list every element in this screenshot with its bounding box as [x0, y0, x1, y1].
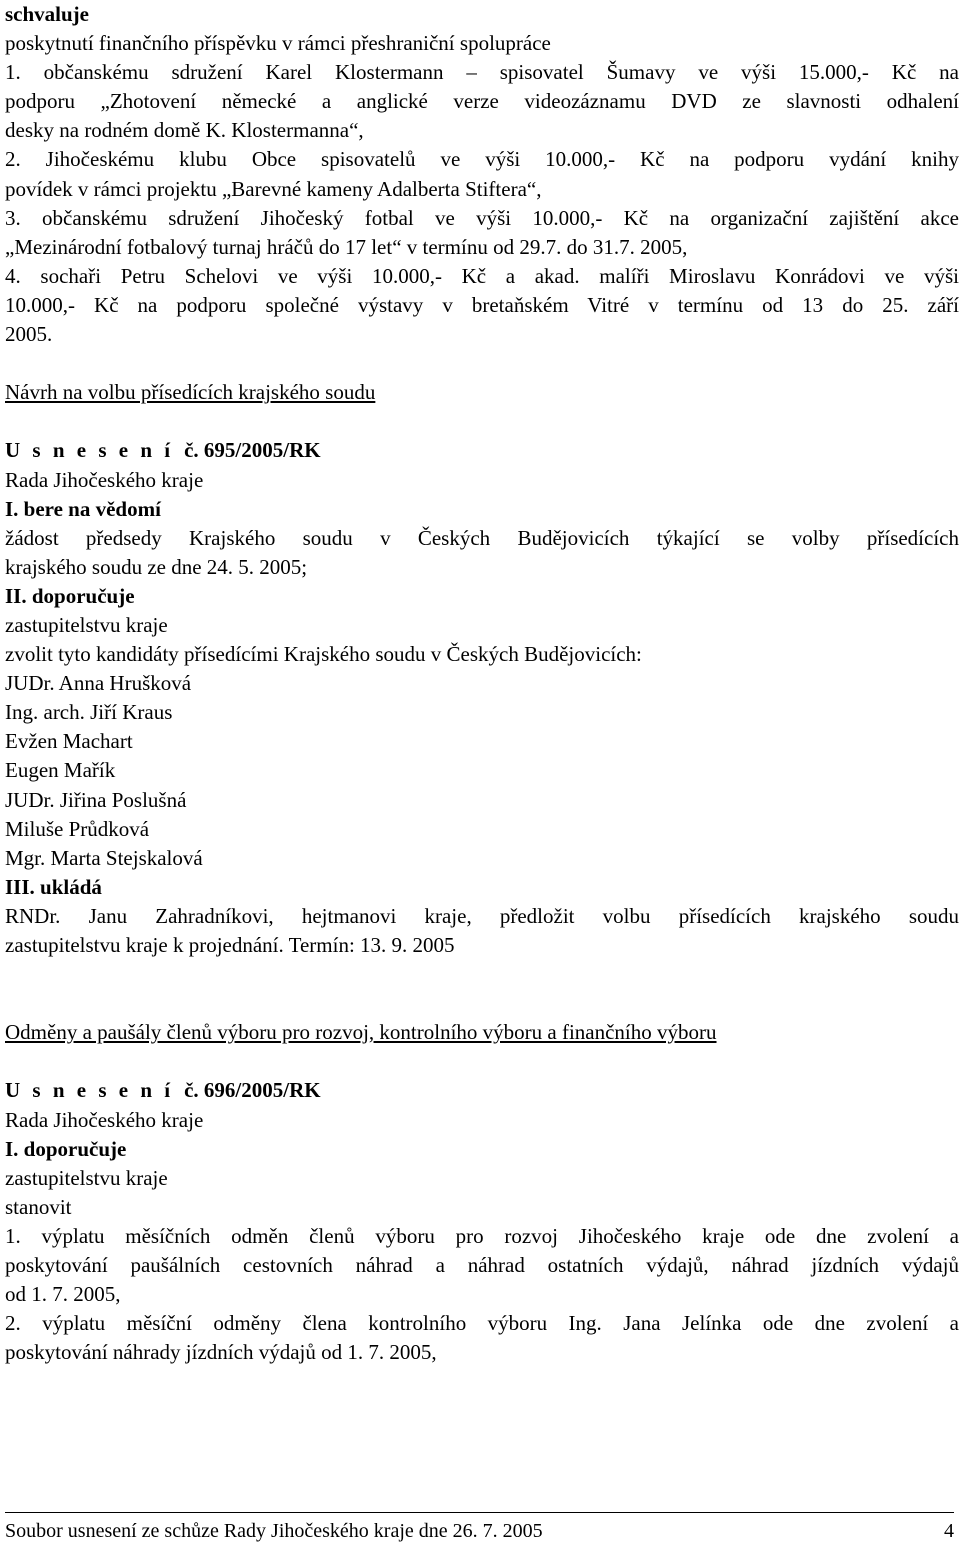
candidate-name: Evžen Machart	[5, 729, 133, 754]
candidate-name: Ing. arch. Jiří Kraus	[5, 700, 173, 725]
footer-text: Soubor usnesení ze schůze Rady Jihočeského kraje dne 26. 7. 2005	[5, 1520, 543, 1542]
resolution-number: č. 696/2005/RK	[184, 1078, 321, 1103]
candidate-name: Eugen Mařík	[5, 758, 116, 783]
paragraph-line: 2. Jihočeskému klubu Obce spisovatelů ve výši 10.000,- Kč na podporu vydání knihy	[5, 147, 959, 172]
section-title: Návrh na volbu přísedících krajského soudu	[5, 380, 376, 405]
resolution-body: Rada Jihočeského kraje	[5, 467, 204, 492]
resolution-heading	[5, 436, 959, 465]
item-heading: I. bere na vědomí	[5, 496, 161, 521]
paragraph-line: 1. výplatu měsíčních odměn členů výboru pro rozvoj Jihočeského kraje ode dne zvolení a	[5, 1223, 959, 1248]
resolution-number: č. 695/2005/RK	[184, 438, 321, 463]
candidate-name: JUDr. Jiřina Poslušná	[5, 787, 187, 812]
spacer	[5, 1047, 959, 1076]
paragraph-line: 4. sochaři Petru Schelovi ve výši 10.000,- Kč a akad. malíři Miroslavu Konrádovi ve výši	[5, 263, 959, 288]
item-heading: I. doporučuje	[5, 1136, 127, 1161]
spacer	[5, 349, 959, 378]
paragraph-line: zastupitelstvu kraje	[5, 1165, 168, 1190]
paragraph-line: poskytování náhrady jízdních výdajů od 1. 7. 2005,	[5, 1340, 437, 1365]
page-footer	[5, 1512, 954, 1544]
resolution-body: Rada Jihočeského kraje	[5, 1107, 204, 1132]
paragraph-line: podporu „Zhotovení německé a anglické verze videozáznamu DVD ze slavnosti odhalení	[5, 89, 959, 114]
spacer	[5, 989, 959, 1018]
candidate-name: JUDr. Anna Hrušková	[5, 671, 192, 696]
paragraph-line: zastupitelstvu kraje	[5, 612, 168, 637]
paragraph-line: zvolit tyto kandidáty přísedícími Krajského soudu v Českých Budějovicích:	[5, 642, 642, 667]
paragraph-line: 10.000,- Kč na podporu společné výstavy v bretaňském Vitré v termínu od 13 do 25. září	[5, 292, 959, 317]
paragraph-line: poskytování paušálních cestovních náhrad a náhrad ostatních výdajů, náhrad jízdních výdajů	[5, 1253, 959, 1278]
paragraph-line: od 1. 7. 2005,	[5, 1282, 121, 1307]
paragraph-line: krajského soudu ze dne 24. 5. 2005;	[5, 554, 308, 579]
spacer	[5, 407, 959, 436]
paragraph-line: 3. občanskému sdružení Jihočeský fotbal ve výši 10.000,- Kč na organizační zajištění akce	[5, 205, 959, 230]
resolution-label: U s n e s e n í	[5, 438, 174, 463]
paragraph-line: stanovit	[5, 1194, 72, 1219]
candidate-name: Mgr. Marta Stejskalová	[5, 845, 203, 870]
paragraph-line: zastupitelstvu kraje k projednání. Termín: 13. 9. 2005	[5, 933, 455, 957]
page-number: 4	[944, 1520, 954, 1542]
paragraph-line: RNDr. Janu Zahradníkovi, hejtmanovi kraje, předložit volbu přísedících krajského soudu	[5, 903, 959, 928]
spacer	[5, 960, 959, 989]
document-page	[5, 0, 959, 1367]
item-heading: II. doporučuje	[5, 583, 135, 608]
item-heading: III. ukládá	[5, 874, 102, 899]
paragraph-line: povídek v rámci projektu „Barevné kameny Adalberta Stiftera“,	[5, 176, 542, 201]
paragraph-line: „Mezinárodní fotbalový turnaj hráčů do 17 let“ v termínu od 29.7. do 31.7. 2005,	[5, 234, 688, 259]
paragraph-line: žádost předsedy Krajského soudu v Českých Budějovicích týkající se volby přísedících	[5, 525, 959, 550]
paragraph-line: 2. výplatu měsíční odměny člena kontrolního výboru Ing. Jana Jelínka ode dne zvolení a	[5, 1311, 959, 1336]
section-title: Odměny a paušály členů výboru pro rozvoj, kontrolního výboru a finančního výboru	[5, 1020, 717, 1045]
resolution-heading	[5, 1076, 959, 1105]
intro-text: poskytnutí finančního příspěvku v rámci přeshraniční spolupráce	[5, 31, 551, 56]
paragraph-line: 1. občanskému sdružení Karel Klostermann – spisovatel Šumavy ve výši 15.000,- Kč na	[5, 60, 959, 85]
resolution-label: U s n e s e n í	[5, 1078, 174, 1103]
paragraph-line: desky na rodném domě K. Klostermanna“,	[5, 118, 364, 143]
candidate-name: Miluše Průdková	[5, 816, 150, 841]
paragraph-line: 2005.	[5, 322, 53, 347]
heading-schvaluje: schvaluje	[5, 2, 89, 26]
